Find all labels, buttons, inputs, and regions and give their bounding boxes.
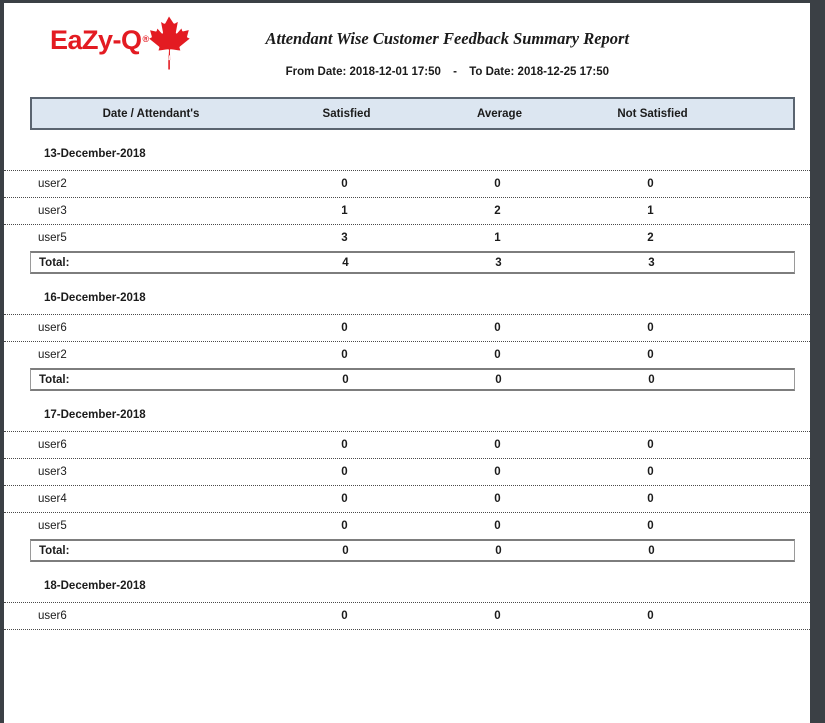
total-label: Total: bbox=[39, 544, 70, 557]
attendant-name: user3 bbox=[38, 466, 67, 478]
not-satisfied-value: 0 bbox=[647, 493, 654, 505]
satisfied-value: 0 bbox=[341, 610, 348, 622]
table-row bbox=[4, 486, 810, 512]
satisfied-value: 3 bbox=[341, 232, 348, 244]
table-row bbox=[4, 342, 810, 368]
total-not-satisfied-value: 0 bbox=[648, 373, 655, 386]
date-section bbox=[4, 130, 810, 274]
table-row bbox=[4, 432, 810, 458]
not-satisfied-value: 0 bbox=[647, 349, 654, 361]
total-average-value: 0 bbox=[495, 373, 502, 386]
total-satisfied-value: 0 bbox=[342, 373, 349, 386]
total-not-satisfied-value: 3 bbox=[648, 256, 655, 269]
table-row bbox=[4, 198, 810, 224]
total-label: Total: bbox=[39, 256, 70, 269]
total-label: Total: bbox=[39, 373, 70, 386]
report-header bbox=[4, 3, 810, 97]
satisfied-value: 1 bbox=[341, 205, 348, 217]
column-header-average: Average bbox=[477, 107, 522, 120]
table-row bbox=[4, 513, 810, 539]
attendant-name: user2 bbox=[38, 178, 67, 190]
column-header-not-satisfied: Not Satisfied bbox=[617, 107, 688, 120]
average-value: 0 bbox=[494, 439, 501, 451]
not-satisfied-value: 0 bbox=[647, 322, 654, 334]
section-date-heading: 16-December-2018 bbox=[44, 292, 146, 304]
not-satisfied-value: 0 bbox=[647, 520, 654, 532]
table-row bbox=[4, 225, 810, 251]
total-row bbox=[30, 251, 795, 274]
attendant-name: user6 bbox=[38, 610, 67, 622]
registered-trademark-symbol: ® bbox=[142, 34, 149, 44]
average-value: 2 bbox=[494, 205, 501, 217]
table-row bbox=[4, 459, 810, 485]
to-date-label: To Date: bbox=[469, 66, 515, 78]
satisfied-value: 0 bbox=[341, 322, 348, 334]
column-header-date-attendants: Date / Attendant's bbox=[102, 107, 200, 120]
title-block bbox=[266, 29, 630, 78]
satisfied-value: 0 bbox=[341, 349, 348, 361]
satisfied-value: 0 bbox=[341, 493, 348, 505]
average-value: 0 bbox=[494, 610, 501, 622]
average-value: 1 bbox=[494, 232, 501, 244]
attendant-name: user3 bbox=[38, 205, 67, 217]
not-satisfied-value: 0 bbox=[647, 439, 654, 451]
satisfied-value: 0 bbox=[341, 178, 348, 190]
total-not-satisfied-value: 0 bbox=[648, 544, 655, 557]
to-date-value: 2018-12-25 17:50 bbox=[517, 66, 609, 78]
attendant-name: user6 bbox=[38, 322, 67, 334]
brand-logo-text bbox=[50, 15, 148, 54]
row-separator bbox=[4, 629, 810, 630]
satisfied-value: 0 bbox=[341, 520, 348, 532]
average-value: 0 bbox=[494, 349, 501, 361]
table-row bbox=[4, 171, 810, 197]
not-satisfied-value: 2 bbox=[647, 232, 654, 244]
section-date-heading: 18-December-2018 bbox=[44, 580, 146, 592]
satisfied-value: 0 bbox=[341, 439, 348, 451]
from-date-label: From Date: bbox=[285, 66, 347, 78]
attendant-name: user2 bbox=[38, 349, 67, 361]
attendant-name: user6 bbox=[38, 439, 67, 451]
attendant-name: user4 bbox=[38, 493, 67, 505]
total-row bbox=[30, 539, 795, 562]
not-satisfied-value: 0 bbox=[647, 610, 654, 622]
average-value: 0 bbox=[494, 520, 501, 532]
column-header-satisfied: Satisfied bbox=[322, 107, 371, 120]
date-range-separator: - bbox=[453, 66, 457, 78]
maple-leaf-icon bbox=[146, 15, 192, 71]
brand-logo bbox=[50, 15, 192, 71]
average-value: 0 bbox=[494, 178, 501, 190]
total-satisfied-value: 0 bbox=[342, 544, 349, 557]
date-section bbox=[4, 274, 810, 391]
total-row bbox=[30, 368, 795, 391]
table-row bbox=[4, 315, 810, 341]
total-satisfied-value: 4 bbox=[342, 256, 349, 269]
total-average-value: 0 bbox=[495, 544, 502, 557]
not-satisfied-value: 1 bbox=[647, 205, 654, 217]
average-value: 0 bbox=[494, 493, 501, 505]
section-date-heading: 17-December-2018 bbox=[44, 409, 146, 421]
report-page bbox=[4, 3, 810, 723]
average-value: 0 bbox=[494, 466, 501, 478]
attendant-name: user5 bbox=[38, 520, 67, 532]
date-section bbox=[4, 391, 810, 562]
date-range bbox=[266, 66, 630, 78]
from-date-value: 2018-12-01 17:50 bbox=[349, 66, 441, 78]
not-satisfied-value: 0 bbox=[647, 178, 654, 190]
table-header-row bbox=[30, 97, 795, 130]
page-title: Attendant Wise Customer Feedback Summary Report bbox=[265, 29, 630, 48]
satisfied-value: 0 bbox=[341, 466, 348, 478]
logo-wordmark: EaZy-Q bbox=[50, 25, 142, 55]
total-average-value: 3 bbox=[495, 256, 502, 269]
section-date-heading: 13-December-2018 bbox=[44, 148, 146, 160]
attendant-name: user5 bbox=[38, 232, 67, 244]
table-body bbox=[4, 130, 810, 630]
not-satisfied-value: 0 bbox=[647, 466, 654, 478]
average-value: 0 bbox=[494, 322, 501, 334]
date-section bbox=[4, 562, 810, 630]
